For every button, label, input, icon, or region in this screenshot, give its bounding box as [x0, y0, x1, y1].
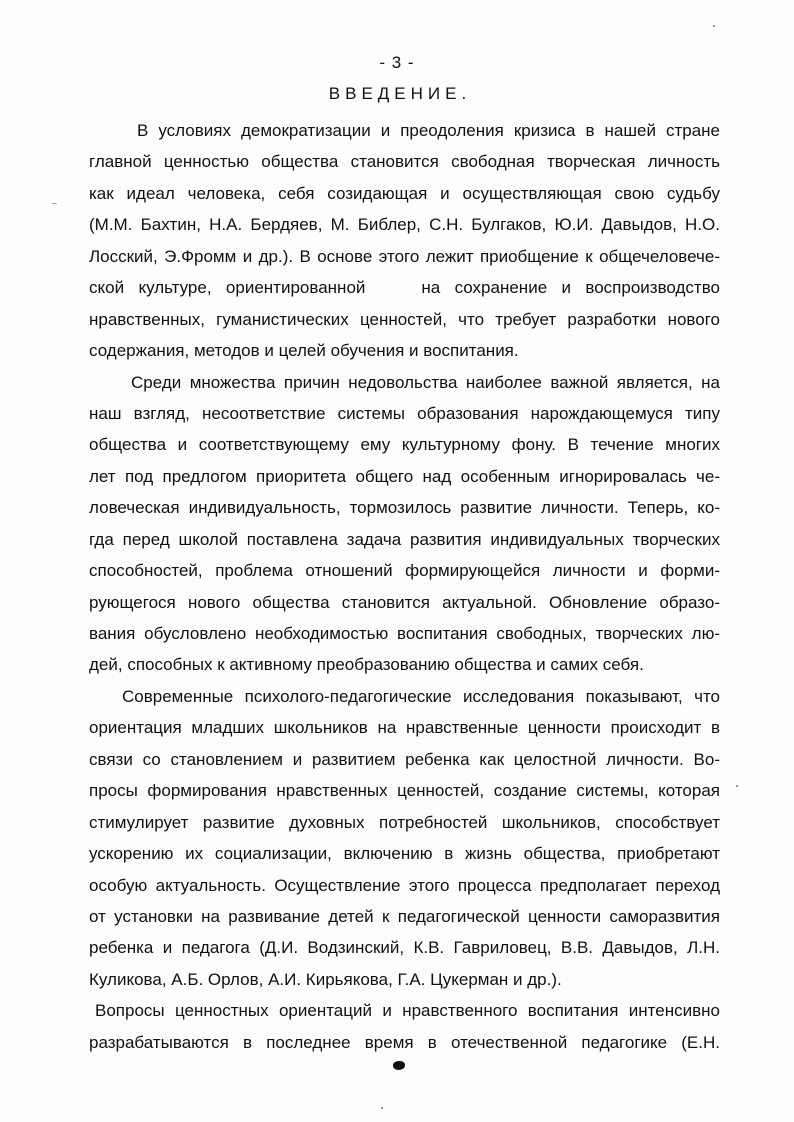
paragraph-2-line-2: наш взгляд, несоответствие системы образования нарождающемуся типу [89, 403, 720, 423]
ink-blot [393, 1061, 405, 1070]
section-heading: ВВЕДЕНИЕ. [328, 84, 472, 103]
paragraph-3-line-2: ориентация младших школьников на нравственные ценности происходит в [89, 718, 720, 738]
page-number: - 3 - [379, 53, 415, 72]
paragraph-2-line-9: вания обусловлено необходимостью воспитания свободных, творческих лю- [89, 624, 720, 643]
paragraph-3-line-1: Современные психолого-педагогические исследования показывают, что [122, 686, 720, 706]
paragraph-3-line-6: ускорению их социализации, включению в жизнь общества, приобретают [89, 844, 720, 864]
paragraph-3-line-9: ребенка и педагога (Д.И. Водзинский, К.В. Гавриловец, В.В. Давыдов, Л.Н. [89, 938, 720, 958]
body-text [89, 115, 720, 1058]
paragraph-1-line-6 [89, 272, 720, 303]
paragraph-1-line-1: В условиях демократизации и преодоления кризиса в нашей стране [137, 121, 720, 140]
paragraph-1-line-5: Лосский, Э.Фромм и др.). В основе этого лежит приобщение к общечеловече- [89, 246, 720, 266]
scan-speck [52, 203, 57, 204]
scan-speck [736, 785, 738, 787]
paragraph-3-line-5: стимулирует развитие духовных потребностей школьников, способствует [89, 812, 720, 832]
paragraph-3-line-3: связи со становлением и развитием ребенка как целостной личности. Во- [89, 749, 720, 769]
paragraph-3-line-8: от установки на развивание детей к педагогической ценности саморазвития [89, 906, 720, 926]
paragraph-1-line-8: содержания, методов и целей обучения и воспитания. [89, 341, 519, 361]
scan-speck [381, 1107, 383, 1109]
paragraph-4-line-2: разрабатываются в последнее время в отечественной педагогике (Е.Н. [89, 1032, 720, 1052]
paragraph-1-line-7: нравственных, гуманистических ценностей, что требует разработки нового [89, 309, 720, 329]
paragraph-3-line-7: особую актуальность. Осуществление этого процесса предполагает переход [89, 875, 720, 895]
paragraph-1-line-3: как идеал человека, себя созидающая и осуществляющая свою судьбу [89, 183, 720, 203]
paragraph-2-line-1: Среди множества причин недовольства наиболее важной является, на [131, 372, 720, 392]
paragraph-1-line-2: главной ценностью общества становится свободная творческая личность [89, 152, 720, 172]
paragraph-2-line-4: лет под предлогом приоритета общего над особенным игнорировалась че- [89, 466, 720, 486]
scan-speck [713, 25, 715, 27]
paragraph-2-line-10: дей, способных к активному преобразованию общества и самих себя. [89, 655, 644, 675]
paragraph-2-line-6: гда перед школой поставлена задача развития индивидуальных творческих [89, 529, 720, 549]
paragraph-1-line-6-part-2: на сохранение и воспроизводство [421, 278, 720, 298]
paragraph-2-line-7: способностей, проблема отношений формирующейся личности и форми- [89, 561, 720, 581]
paragraph-2-line-8: рующегося нового общества становится актуальной. Обновление образо- [89, 592, 720, 612]
paragraph-1-line-4: (М.М. Бахтин, Н.А. Бердяев, М. Библер, С.Н. Булгаков, Ю.И. Давыдов, Н.О. [89, 215, 720, 235]
paragraph-4-line-1: Вопросы ценностных ориентаций и нравственного воспитания интенсивно [95, 1001, 720, 1021]
paragraph-2-line-5: ловеческая индивидуальность, тормозилось развитие личности. Теперь, ко- [89, 498, 720, 518]
paragraph-2-line-3: общества и соответствующему ему культурному фону. В течение многих [89, 435, 720, 455]
paragraph-3-line-10: Куликова, А.Б. Орлов, А.И. Кирьякова, Г.А. Цукерман и др.). [89, 969, 562, 989]
paragraph-3-line-4: просы формирования нравственных ценностей, создание системы, которая [89, 781, 720, 801]
paragraph-1-line-6-part-1: ской культуре, ориентированной [89, 278, 366, 298]
